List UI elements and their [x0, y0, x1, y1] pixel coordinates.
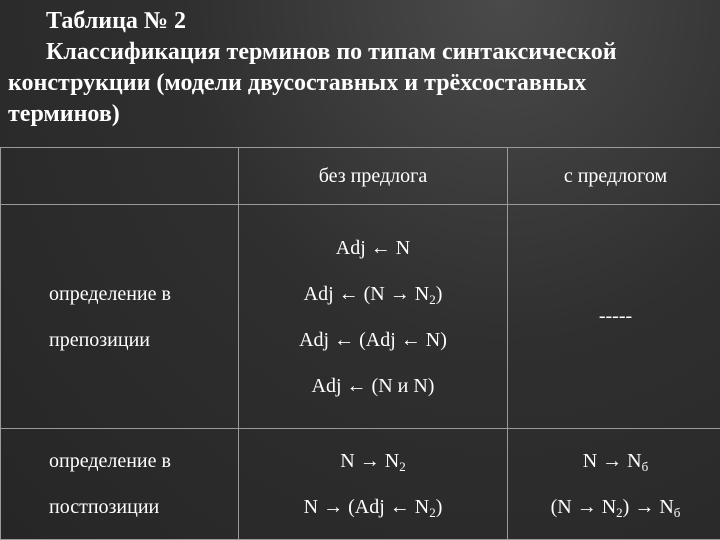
formula: N → (Adj ← $N_2$) — [303, 496, 443, 520]
formulas-with-preposition — [508, 429, 720, 540]
classification-table — [0, 147, 720, 540]
formulas-without-preposition — [239, 205, 508, 429]
row-label-line: постпозиции — [49, 496, 160, 518]
formulas-with-preposition: ----- — [508, 205, 720, 429]
header-without-preposition: без предлога — [239, 148, 508, 205]
formula: Adj ← (N и N) — [311, 374, 435, 397]
row-label-preposition — [1, 205, 239, 429]
header-with-preposition: с предлогом — [508, 148, 720, 205]
formula: Adj ← (Adj ← N) — [299, 328, 447, 351]
table-number: Таблица № 2 — [46, 8, 187, 34]
row-label-line: определение в — [49, 282, 171, 305]
row-label-line: определение в — [49, 450, 171, 472]
title-line: Классификация терминов по типам синтаксической — [46, 39, 617, 65]
formula: $N \to N_б$ — [582, 450, 649, 474]
title-line: терминов) — [8, 101, 120, 127]
formula: Adj ← N — [335, 236, 411, 259]
formula: Adj ← $(N \to N_2)$ — [303, 282, 443, 307]
row-label-postposition — [1, 429, 239, 540]
header-row — [1, 148, 720, 205]
formulas-without-preposition — [239, 429, 508, 540]
title-line: конструкции (модели двусоставных и трёхсоставных — [8, 70, 587, 96]
table-row — [1, 429, 720, 540]
slide-title — [8, 6, 714, 130]
row-label-line: препозиции — [49, 328, 150, 351]
header-empty-cell — [1, 148, 239, 205]
table-row — [1, 205, 720, 429]
formula: $N \to N_2$ — [340, 450, 406, 474]
formula: $(N \to N_2) \to N_б$ — [550, 496, 681, 520]
